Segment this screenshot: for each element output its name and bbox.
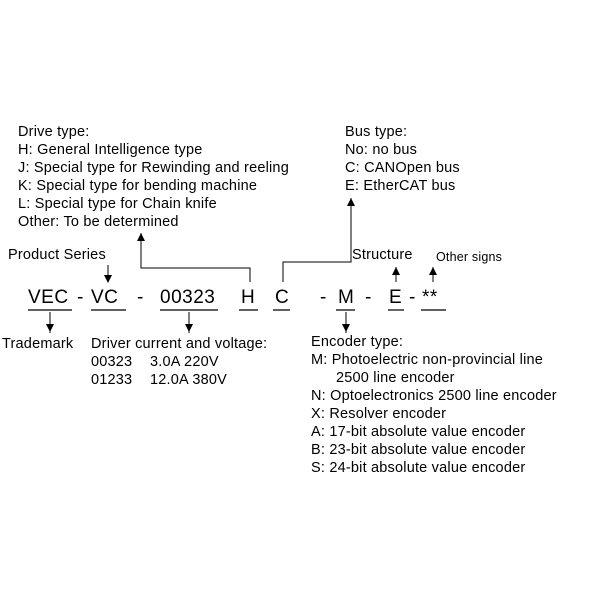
code-dash: - xyxy=(365,287,372,308)
code-dash: - xyxy=(137,287,144,308)
encoder-type-block xyxy=(311,333,557,477)
encoder-type-item: N: Optoelectronics 2500 line encoder xyxy=(311,388,557,404)
driver-current-block xyxy=(91,335,267,389)
bus-type-item: No: no bus xyxy=(345,142,418,158)
arrow-trademark xyxy=(46,324,54,332)
code-current: 00323 xyxy=(160,287,216,308)
code-structure: E xyxy=(389,287,403,308)
encoder-type-title: Encoder type: xyxy=(311,334,404,350)
drive-type-item: L: Special type for Chain knife xyxy=(18,196,217,212)
code-other: ** xyxy=(422,287,438,308)
other-signs-label: Other signs xyxy=(436,250,503,264)
driver-current-value: 3.0A 220V xyxy=(150,354,219,370)
arrow-encoder-type xyxy=(342,324,350,332)
drive-type-item: J: Special type for Rewinding and reeling xyxy=(18,160,289,176)
code-dash: - xyxy=(77,287,84,308)
arrow-product-series xyxy=(104,275,112,283)
driver-current-title: Driver current and voltage: xyxy=(91,336,268,352)
arrow-structure xyxy=(392,267,400,275)
arrow-drive-type xyxy=(137,233,145,241)
bus-type-item: C: CANOpen bus xyxy=(345,160,460,176)
driver-current-row xyxy=(91,371,267,389)
code-encoder: M xyxy=(338,287,355,308)
encoder-type-item: X: Resolver encoder xyxy=(311,406,447,422)
bus-type-title: Bus type: xyxy=(345,124,408,140)
drive-type-item: K: Special type for bending machine xyxy=(18,178,258,194)
encoder-type-item: 2500 line encoder xyxy=(336,370,455,386)
trademark-label: Trademark xyxy=(2,336,74,352)
arrow-driver-current xyxy=(185,324,193,332)
encoder-type-item: B: 23-bit absolute value encoder xyxy=(311,442,526,458)
structure-label: Structure xyxy=(352,247,413,263)
code-dash: - xyxy=(409,287,416,308)
connector-bus-type xyxy=(283,198,351,282)
driver-current-code: 01233 xyxy=(91,372,133,388)
code-vec: VEC xyxy=(28,287,69,308)
driver-current-row xyxy=(91,353,267,371)
drive-type-block xyxy=(18,123,289,231)
encoder-type-item: S: 24-bit absolute value encoder xyxy=(311,460,526,476)
driver-current-code: 00323 xyxy=(91,354,133,370)
code-bus: C xyxy=(275,287,290,308)
bus-type-block xyxy=(345,123,460,195)
arrow-bus-type xyxy=(347,198,355,206)
encoder-type-item: A: 17-bit absolute value encoder xyxy=(311,424,526,440)
drive-type-item: Other: To be determined xyxy=(18,214,179,230)
drive-type-item: H: General Intelligence type xyxy=(18,142,203,158)
driver-current-value: 12.0A 380V xyxy=(150,372,227,388)
connector-drive-type xyxy=(141,233,250,282)
code-dash: - xyxy=(320,287,327,308)
arrow-other-signs xyxy=(429,267,437,275)
code-vc: VC xyxy=(91,287,119,308)
code-drive: H xyxy=(241,287,256,308)
bus-type-item: E: EtherCAT bus xyxy=(345,178,456,194)
drive-type-title: Drive type: xyxy=(18,124,90,140)
product-series-label: Product Series xyxy=(8,247,106,263)
encoder-type-item: M: Photoelectric non-provincial line xyxy=(311,352,544,368)
